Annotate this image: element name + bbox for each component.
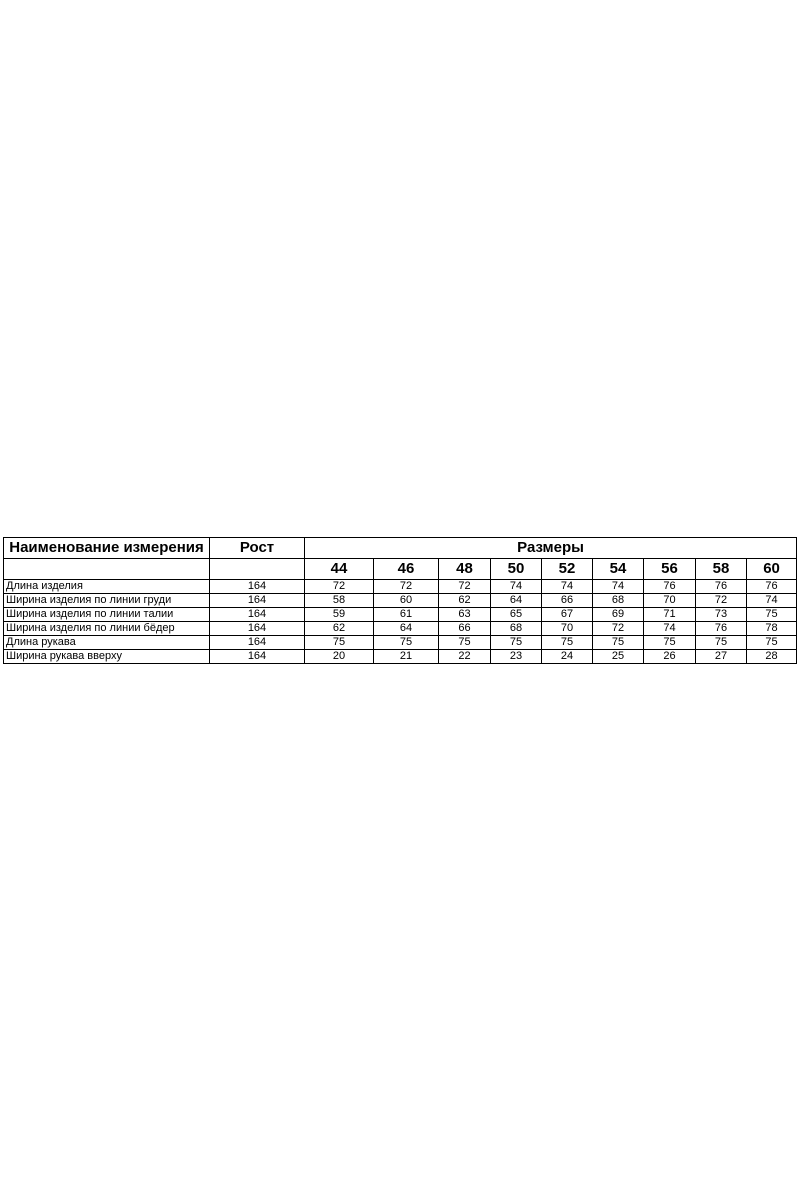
value-cell: 21 [374, 650, 439, 664]
table-row [4, 608, 797, 622]
value-cell: 78 [747, 622, 797, 636]
measurement-name: Длина рукава [4, 636, 210, 650]
header-sizes-title: Размеры [305, 538, 797, 559]
value-cell: 68 [491, 622, 542, 636]
table-row [4, 580, 797, 594]
header-row-sizes [4, 559, 797, 580]
value-cell: 73 [696, 608, 747, 622]
size-header-cell: 46 [374, 559, 439, 580]
value-cell: 26 [644, 650, 696, 664]
value-cell: 75 [747, 636, 797, 650]
size-header-cell: 54 [593, 559, 644, 580]
size-header-cell: 48 [439, 559, 491, 580]
value-cell: 68 [593, 594, 644, 608]
value-cell: 64 [374, 622, 439, 636]
value-cell: 72 [593, 622, 644, 636]
size-header-cell: 52 [542, 559, 593, 580]
value-cell: 72 [374, 580, 439, 594]
value-cell: 27 [696, 650, 747, 664]
height-cell: 164 [210, 594, 305, 608]
height-cell: 164 [210, 580, 305, 594]
value-cell: 24 [542, 650, 593, 664]
measurement-name: Ширина рукава вверху [4, 650, 210, 664]
size-header-cell: 60 [747, 559, 797, 580]
header-height: Рост [210, 538, 305, 559]
size-header-cell: 56 [644, 559, 696, 580]
value-cell: 71 [644, 608, 696, 622]
value-cell: 74 [542, 580, 593, 594]
header-name: Наименование измерения [4, 538, 210, 559]
table-row [4, 594, 797, 608]
size-chart-table [3, 537, 797, 664]
value-cell: 75 [542, 636, 593, 650]
value-cell: 62 [305, 622, 374, 636]
value-cell: 72 [439, 580, 491, 594]
value-cell: 75 [747, 608, 797, 622]
value-cell: 75 [305, 636, 374, 650]
value-cell: 58 [305, 594, 374, 608]
value-cell: 75 [696, 636, 747, 650]
value-cell: 75 [644, 636, 696, 650]
height-cell: 164 [210, 650, 305, 664]
table-row [4, 636, 797, 650]
header-row-titles [4, 538, 797, 559]
value-cell: 74 [491, 580, 542, 594]
value-cell: 75 [593, 636, 644, 650]
value-cell: 74 [644, 622, 696, 636]
value-cell: 70 [542, 622, 593, 636]
value-cell: 75 [439, 636, 491, 650]
value-cell: 70 [644, 594, 696, 608]
header-height-blank [210, 559, 305, 580]
height-cell: 164 [210, 636, 305, 650]
size-header-cell: 58 [696, 559, 747, 580]
measurement-name: Ширина изделия по линии бёдер [4, 622, 210, 636]
value-cell: 75 [491, 636, 542, 650]
value-cell: 66 [439, 622, 491, 636]
size-header-cell: 50 [491, 559, 542, 580]
value-cell: 75 [374, 636, 439, 650]
value-cell: 62 [439, 594, 491, 608]
value-cell: 72 [305, 580, 374, 594]
value-cell: 28 [747, 650, 797, 664]
measurement-name: Ширина изделия по линии талии [4, 608, 210, 622]
table-row [4, 622, 797, 636]
table-body [4, 538, 797, 664]
size-header-cell: 44 [305, 559, 374, 580]
table-row [4, 650, 797, 664]
value-cell: 74 [747, 594, 797, 608]
header-name-blank [4, 559, 210, 580]
value-cell: 23 [491, 650, 542, 664]
value-cell: 61 [374, 608, 439, 622]
measurement-name: Длина изделия [4, 580, 210, 594]
value-cell: 76 [644, 580, 696, 594]
height-cell: 164 [210, 608, 305, 622]
value-cell: 60 [374, 594, 439, 608]
value-cell: 66 [542, 594, 593, 608]
value-cell: 64 [491, 594, 542, 608]
value-cell: 67 [542, 608, 593, 622]
value-cell: 63 [439, 608, 491, 622]
measurement-name: Ширина изделия по линии груди [4, 594, 210, 608]
value-cell: 20 [305, 650, 374, 664]
value-cell: 76 [696, 622, 747, 636]
value-cell: 72 [696, 594, 747, 608]
value-cell: 74 [593, 580, 644, 594]
value-cell: 76 [696, 580, 747, 594]
height-cell: 164 [210, 622, 305, 636]
value-cell: 22 [439, 650, 491, 664]
value-cell: 25 [593, 650, 644, 664]
value-cell: 76 [747, 580, 797, 594]
value-cell: 65 [491, 608, 542, 622]
value-cell: 69 [593, 608, 644, 622]
value-cell: 59 [305, 608, 374, 622]
